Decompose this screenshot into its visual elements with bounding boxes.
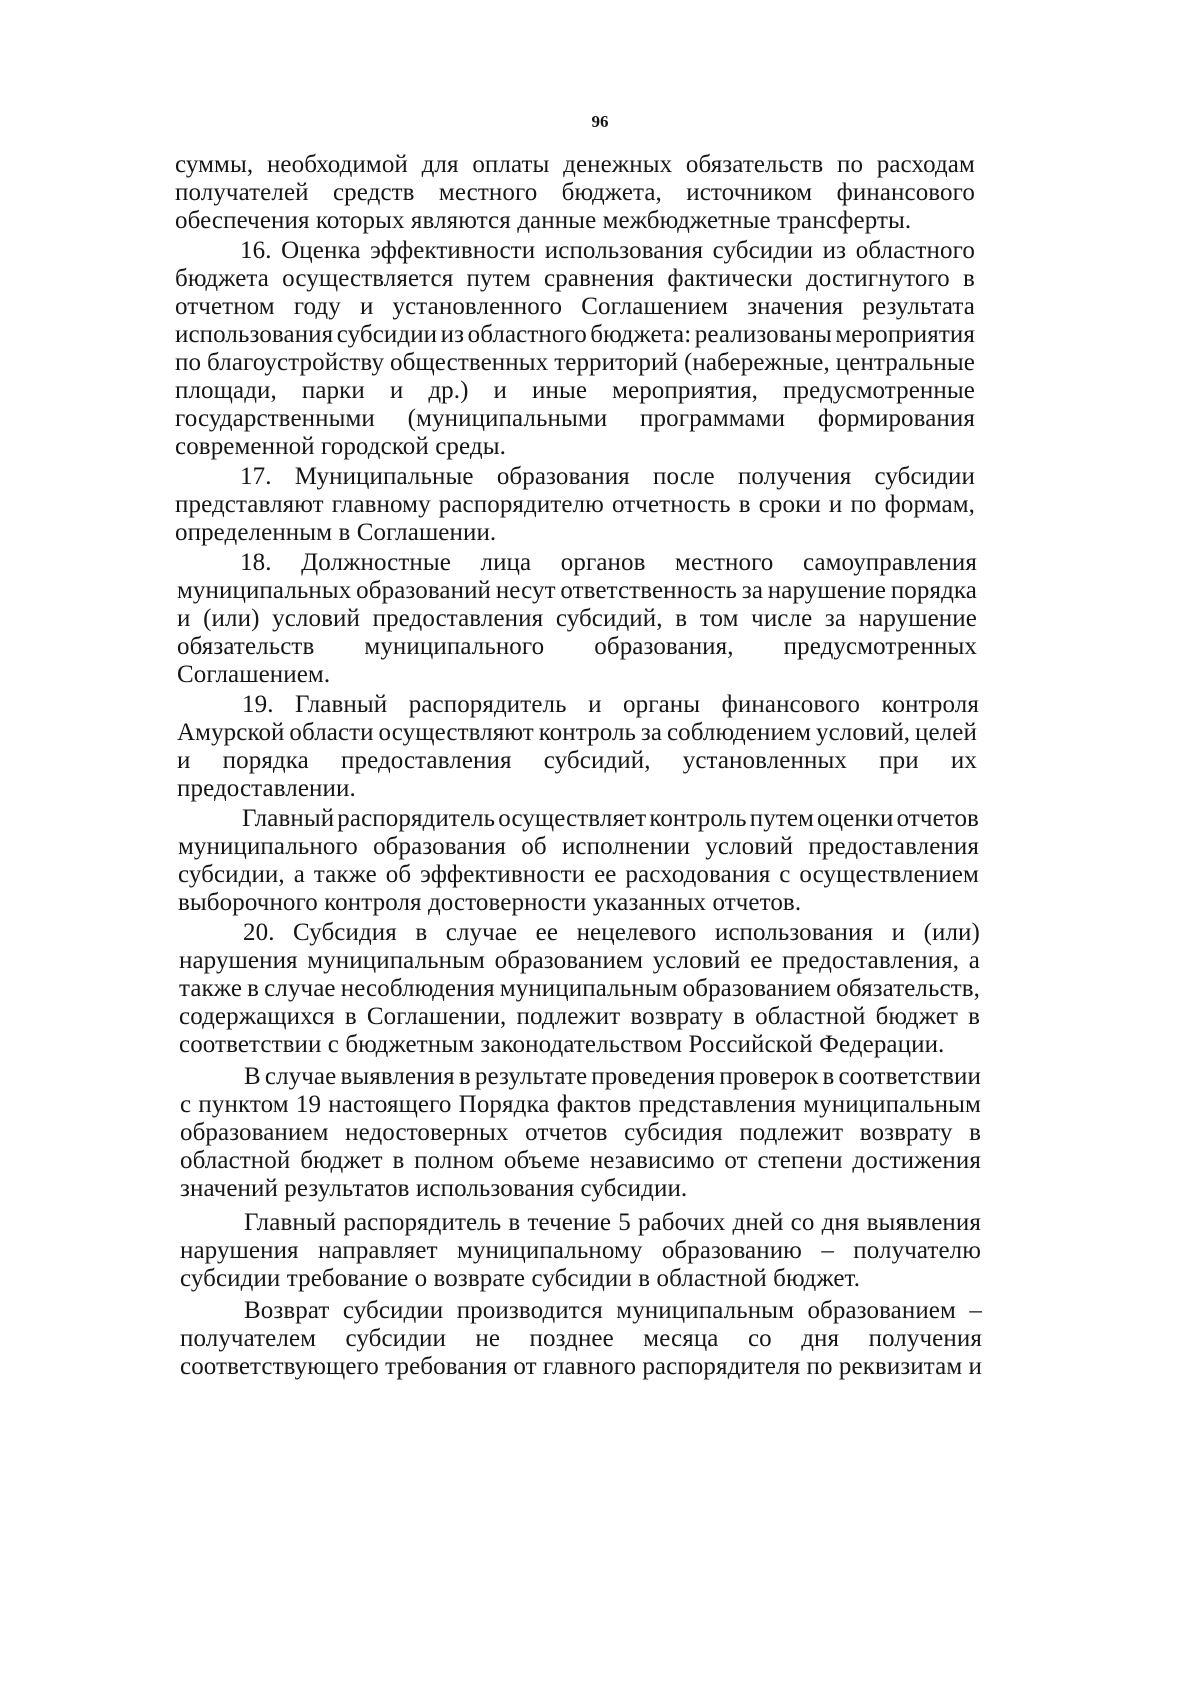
text-line: использования субсидии из областного бюджета: реализованы мероприятия	[175, 321, 975, 348]
paragraph-first-line: Главный распорядитель осуществляет контроль путем оценки отчетов	[242, 805, 979, 832]
paragraph-first-line: Возврат субсидии производится муниципальным образованием –	[244, 1297, 982, 1324]
text-line: предоставлении.	[177, 775, 356, 802]
text-line: Соглашением.	[177, 661, 331, 688]
text-line: площади, парки и др.) и иные мероприятия, предусмотренные	[175, 377, 975, 404]
paragraph-first-line: 20. Субсидия в случае ее нецелевого использования и (или)	[243, 919, 980, 946]
text-line: соответствующего требования от главного распорядителя по реквизитам и	[180, 1353, 982, 1380]
paragraph-first-line: 16. Оценка эффективности использования субсидии из областного	[240, 237, 975, 264]
text-line: выборочного контроля достоверности указанных отчетов.	[178, 889, 802, 916]
text-line: областной бюджет в полном объеме независимо от степени достижения	[180, 1147, 981, 1174]
text-line: субсидии, а также об эффективности ее расходования с осуществлением	[178, 861, 979, 888]
text-line: также в случае несоблюдения муниципальным образованием обязательств,	[179, 975, 980, 1002]
text-line: отчетном году и установленного Соглашением значения результата	[175, 293, 975, 320]
text-line: по благоустройству общественных территорий (набережные, центральные	[175, 349, 975, 376]
text-line: нарушения направляет муниципальному образованию – получателю	[180, 1237, 981, 1264]
paragraph-first-line: 17. Муниципальные образования после получения субсидии	[240, 463, 975, 490]
text-line: обеспечения которых являются данные межбюджетные трансферты.	[175, 207, 912, 234]
paragraph-first-line: 19. Главный распорядитель и органы финансового контроля	[242, 691, 979, 718]
text-line: определенным в Соглашении.	[175, 519, 497, 546]
paragraph-first-line: 18. Должностные лица органов местного самоуправления	[240, 549, 977, 576]
text-line: современной городской среды.	[175, 433, 506, 460]
text-line: государственными (муниципальными программами формирования	[175, 405, 975, 432]
text-line: соответствии с бюджетным законодательством Российской Федерации.	[179, 1031, 945, 1058]
text-line: представляют главному распорядителю отчетность в сроки и по формам,	[175, 491, 975, 518]
text-line: обязательств муниципального образования, предусмотренных	[177, 633, 977, 660]
text-line: значений результатов использования субсидии.	[180, 1175, 688, 1202]
text-line: получателей средств местного бюджета, источником финансового	[175, 179, 975, 206]
text-line: муниципальных образований несут ответственность за нарушение порядка	[177, 577, 977, 604]
text-line: содержащихся в Соглашении, подлежит возврату в областной бюджет в	[179, 1003, 980, 1030]
text-line: образованием недостоверных отчетов субсидия подлежит возврату в	[180, 1119, 981, 1146]
text-line: бюджета осуществляется путем сравнения фактически достигнутого в	[175, 265, 975, 292]
paragraph-first-line: В случае выявления в результате проведения проверок в соответствии	[244, 1063, 981, 1090]
text-line: субсидии требование о возврате субсидии в областной бюджет.	[180, 1265, 861, 1292]
paragraph-first-line: Главный распорядитель в течение 5 рабочих дней со дня выявления	[244, 1209, 981, 1236]
text-line: получателем субсидии не позднее месяца со дня получения	[180, 1325, 982, 1352]
text-line: муниципального образования об исполнении условий предоставления	[178, 833, 979, 860]
text-line: с пунктом 19 настоящего Порядка фактов представления муниципальным	[180, 1091, 981, 1118]
text-line: и порядка предоставления субсидий, установленных при их	[177, 747, 977, 774]
text-line: Амурской области осуществляют контроль за соблюдением условий, целей	[177, 719, 977, 746]
text-line: суммы, необходимой для оплаты денежных обязательств по расходам	[175, 151, 975, 178]
text-line: нарушения муниципальным образованием условий ее предоставления, а	[179, 947, 980, 974]
page-number: 96	[591, 112, 609, 131]
text-line: и (или) условий предоставления субсидий, в том числе за нарушение	[177, 605, 977, 632]
